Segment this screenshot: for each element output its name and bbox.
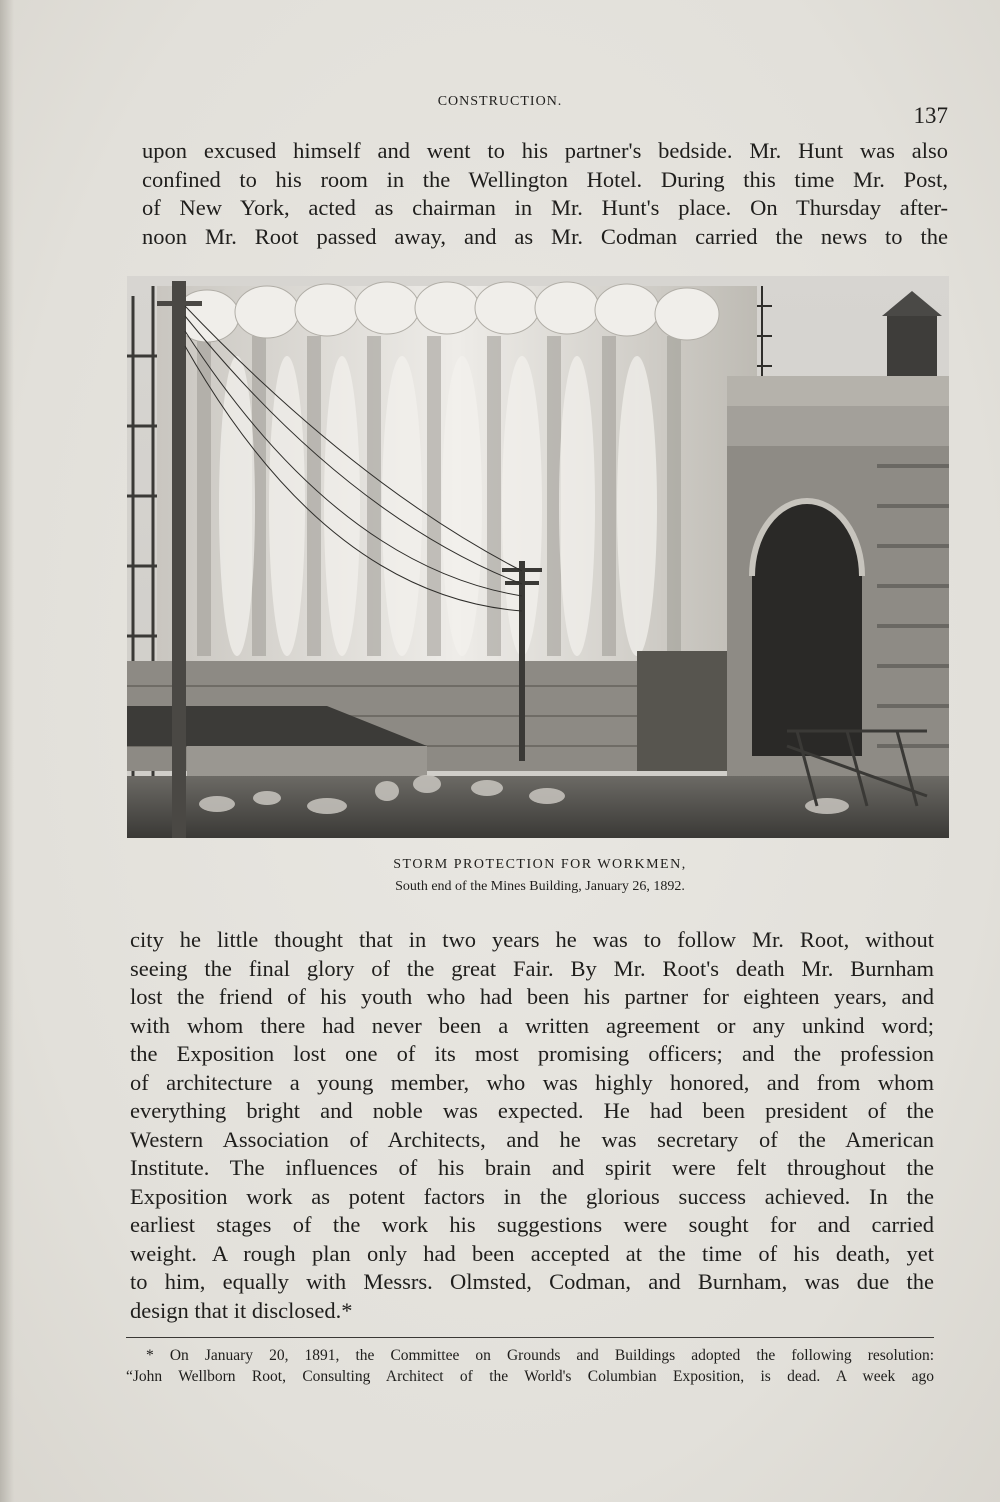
text-line: to him, equally with Messrs. Olmsted, Codman, and Burnham, was due the [130,1269,934,1294]
text-line: earliest stages of the work his suggestions were sought for and carried [130,1212,934,1237]
text-line: design that it disclosed.* [130,1297,353,1323]
mines-building-photo [127,276,949,838]
text-line: with whom there had never been a written agreement or any unkind word; [130,1012,934,1038]
paragraph-top [142,137,948,251]
text-line: Exposition work as potent factors in the glorious success achieved. In the [130,1183,934,1209]
paragraph-bottom [130,926,934,1325]
text-line: confined to his room in the Wellington Hotel. During this time Mr. Post, [142,166,948,192]
running-head: CONSTRUCTION. [437,94,563,109]
footnote [126,1345,934,1387]
footnote-line: “John Wellborn Root, Consulting Architect of the World's Columbian Exposition, is dead. A week ago [126,1368,934,1385]
text-line: lost the friend of his youth who had been his partner for eighteen years, and [130,984,934,1009]
text-line: weight. A rough plan only had been accepted at the time of his death, yet [130,1240,934,1266]
text-line: seeing the final glory of the great Fair. By Mr. Root's death Mr. Burnham [130,955,934,981]
text-line: city he little thought that in two years he was to follow Mr. Root, without [130,927,934,952]
footnote-rule [126,1337,934,1338]
text-line: everything bright and noble was expected. He had been president of the [130,1098,934,1123]
text-line: of New York, acted as chairman in Mr. Hunt's place. On Thursday after- [142,195,948,220]
text-line: of architecture a young member, who was highly honored, and from whom [130,1069,934,1095]
page-edge-shadow [0,0,14,1502]
footnote-line: * On January 20, 1891, the Committee on Grounds and Buildings adopted the following resolution: [146,1347,934,1364]
text-line: Western Association of Architects, and he was secretary of the American [130,1126,934,1152]
text-line: the Exposition lost one of its most promising officers; and the profession [130,1041,934,1066]
figure-caption-title: STORM PROTECTION FOR WORKMEN, [393,857,687,872]
text-line: upon excused himself and went to his partner's bedside. Mr. Hunt was also [142,138,948,163]
page-number: 137 [913,103,948,128]
figure-caption-subtitle: South end of the Mines Building, January 26, 1892. [395,879,685,894]
text-line: noon Mr. Root passed away, and as Mr. Codman carried the news to the [142,223,948,249]
figure-photograph [127,276,949,838]
text-line: Institute. The influences of his brain and spirit were felt throughout the [130,1155,934,1180]
